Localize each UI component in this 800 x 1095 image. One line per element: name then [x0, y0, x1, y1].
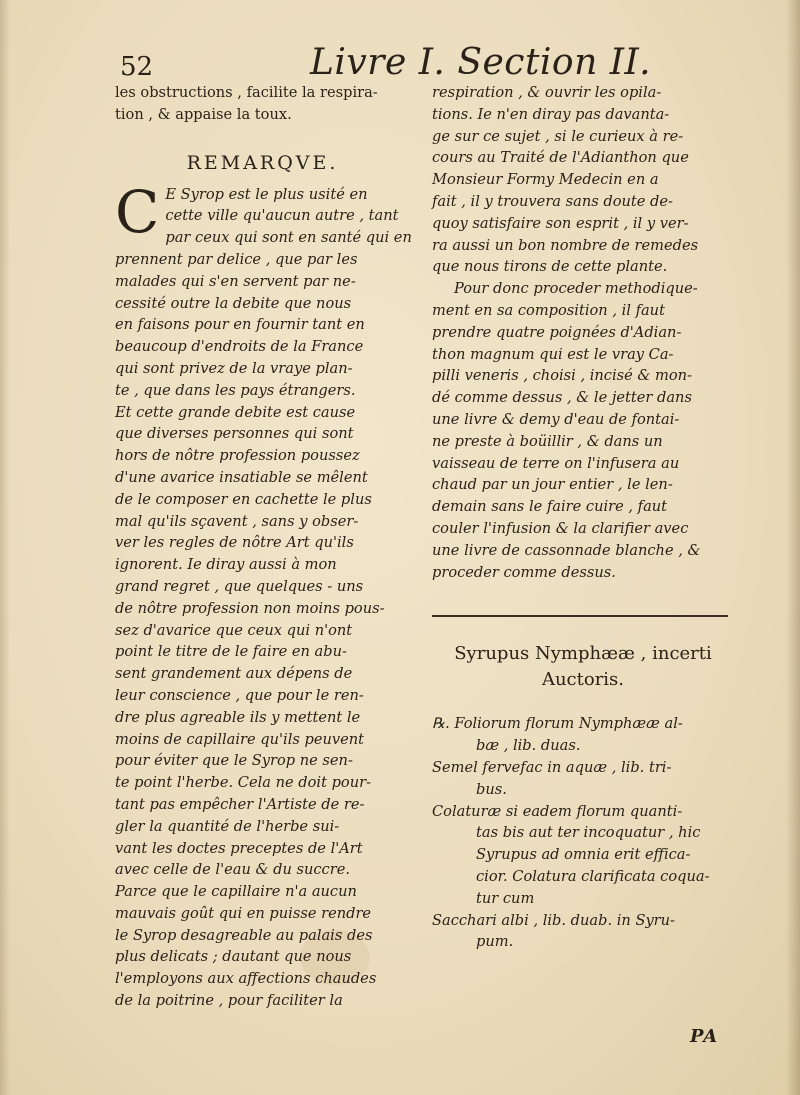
text-line: chaud par un jour entier , le len-	[432, 476, 673, 494]
text-line: thon magnum qui est le vray Ca-	[432, 345, 674, 363]
drop-cap: C	[115, 177, 160, 246]
text-line: ver les regles de nôtre Art qu'ils	[115, 534, 354, 552]
remarque-paragraph	[115, 177, 412, 1012]
text-line: de la poitrine , pour faciliter la	[115, 992, 343, 1010]
right-column	[432, 82, 734, 953]
text-line: que nous tirons de cette plante.	[432, 258, 668, 276]
text-line: plus delicats ; dautant que nous	[115, 948, 352, 966]
text-line: grand regret , que quelques - uns	[115, 577, 364, 595]
recipe-line: ℞. Foliorum florum Nymphææ al-	[432, 715, 683, 733]
text-line: couler l'infusion & la clarifier avec	[432, 519, 689, 537]
section-title	[432, 641, 734, 693]
recipe-line: Semel fervefac in aquæ , lib. tri-	[432, 758, 672, 776]
recipe-line: tas bis aut ter incoquatur , hic	[476, 824, 701, 842]
text-line: tant pas empêcher l'Artiste de re-	[115, 795, 365, 813]
text-line: E Syrop est le plus usité en	[165, 185, 368, 203]
text-line: que diverses personnes qui sont	[115, 425, 354, 443]
left-column	[115, 82, 410, 1012]
text-line: tion , & appaise la toux.	[115, 105, 292, 123]
text-line: ge sur ce sujet , si le curieux à re-	[432, 127, 684, 145]
text-line: ignorent. Ie diray aussi à mon	[115, 556, 337, 574]
text-line: pour éviter que le Syrop ne sen-	[115, 752, 353, 770]
page-edge-shadow-right	[786, 0, 800, 1095]
text-line: les obstructions , facilite la respira-	[115, 84, 378, 101]
text-line: en faisons pour en fournir tant en	[115, 316, 365, 334]
text-line: dé comme dessus , & le jetter dans	[432, 389, 692, 407]
text-line: cours au Traité de l'Adianthon que	[432, 149, 689, 167]
text-line: sent grandement aux dépens de	[115, 665, 353, 683]
recipe-item	[432, 910, 734, 954]
text-line: dre plus agreable ils y mettent le	[115, 708, 361, 726]
text-line: cessité outre la debite que nous	[115, 294, 352, 312]
text-line: mauvais goût qui en puisse rendre	[115, 904, 372, 922]
text-line: te , que dans les pays étrangers.	[115, 381, 356, 399]
text-line: vant les doctes preceptes de l'Art	[115, 839, 363, 857]
recipe-line: Colaturæ si eadem florum quanti-	[432, 802, 683, 820]
page-edge-shadow-left	[0, 0, 10, 1095]
text-line: ment en sa composition , il faut	[432, 301, 665, 319]
text-line: une livre de cassonnade blanche , &	[432, 541, 701, 559]
text-line: prendre quatre poignées d'Adian-	[432, 323, 682, 341]
text-line: Pour donc proceder methodique-	[454, 280, 698, 298]
recipe-line: Sacchari albi , lib. duab. in Syru-	[432, 911, 675, 929]
signature-mark: PA	[690, 1026, 719, 1047]
page-number: 52	[120, 52, 154, 82]
text-line: l'employons aux affections chaudes	[115, 970, 377, 988]
recipe-line: pum.	[476, 933, 514, 951]
recipe-line: tur cum	[476, 889, 535, 907]
text-line: Et cette grande debite est cause	[115, 403, 356, 421]
text-line: demain sans le faire cuire , faut	[432, 498, 668, 516]
text-line: Parce que le capillaire n'a aucun	[115, 883, 357, 901]
text-line: hors de nôtre profession poussez	[115, 447, 360, 465]
text-line: beaucoup d'endroits de la France	[115, 338, 364, 356]
text-line: de le composer en cachette le plus	[115, 490, 372, 508]
text-line: malades qui s'en servent par ne-	[115, 272, 356, 290]
text-line: gler la quantité de l'herbe sui-	[115, 817, 340, 835]
text-line: le Syrop desagreable au palais des	[115, 926, 373, 944]
paragraph-procedure	[432, 278, 734, 583]
recipe-line: cior. Colatura clarificata coqua-	[476, 867, 710, 885]
text-line: tions. Ie n'en diray pas davanta-	[432, 105, 670, 123]
text-line: une livre & demy d'eau de fontai-	[432, 410, 680, 428]
text-line: par ceux qui sont en santé qui en	[165, 229, 412, 247]
text-line: sez d'avarice que ceux qui n'ont	[115, 621, 353, 639]
text-line: ne preste à boüillir , & dans un	[432, 432, 663, 450]
recipe-item	[432, 713, 734, 757]
recipe-line: bus.	[476, 780, 507, 798]
text-line: d'une avarice insatiable se mêlent	[115, 468, 368, 486]
text-line: cette ville qu'aucun autre , tant	[165, 207, 399, 225]
remarque-heading: REMARQVE.	[186, 151, 339, 174]
text-line: fait , il y trouvera sans doute de-	[432, 192, 673, 210]
section-title-line: Syrupus Nymphææ , incerti	[454, 643, 712, 665]
text-line: proceder comme dessus.	[432, 563, 616, 581]
section-divider	[432, 615, 728, 617]
text-line: te point l'herbe. Cela ne doit pour-	[115, 774, 372, 792]
paragraph-body	[115, 227, 410, 1012]
recipe-item	[432, 801, 734, 910]
text-line: ra aussi un bon nombre de remedes	[432, 236, 699, 254]
recipe-line: Syrupus ad omnia erit effica-	[476, 846, 691, 864]
running-head: Livre I. Section II.	[310, 42, 652, 83]
text-line: point le titre de le faire en abu-	[115, 643, 347, 661]
recipe-line: bæ , lib. duas.	[476, 737, 581, 755]
text-line: pilli veneris , choisi , incisé & mon-	[432, 367, 692, 385]
text-line: vaisseau de terre on l'infusera au	[432, 454, 680, 472]
text-line: respiration , & ouvrir les opila-	[432, 84, 662, 101]
text-line: qui sont privez de la vraye plan-	[115, 359, 353, 377]
text-line: quoy satisfaire son esprit , il y ver-	[432, 214, 689, 232]
text-line: de nôtre profession non moins pous-	[115, 599, 385, 617]
text-line: avec celle de l'eau & du succre.	[115, 861, 350, 879]
text-line: leur conscience , que pour le ren-	[115, 686, 364, 704]
text-line: moins de capillaire qu'ils peuvent	[115, 730, 365, 748]
section-title-line: Auctoris.	[541, 669, 625, 691]
text-line: mal qu'ils sçavent , sans y obser-	[115, 512, 359, 530]
text-line: prennent par delice , que par les	[115, 250, 358, 268]
recipe-item	[432, 757, 734, 801]
text-line: Monsieur Formy Medecin en a	[432, 171, 659, 189]
recipe-list	[432, 713, 734, 953]
continuation-text	[432, 82, 734, 278]
